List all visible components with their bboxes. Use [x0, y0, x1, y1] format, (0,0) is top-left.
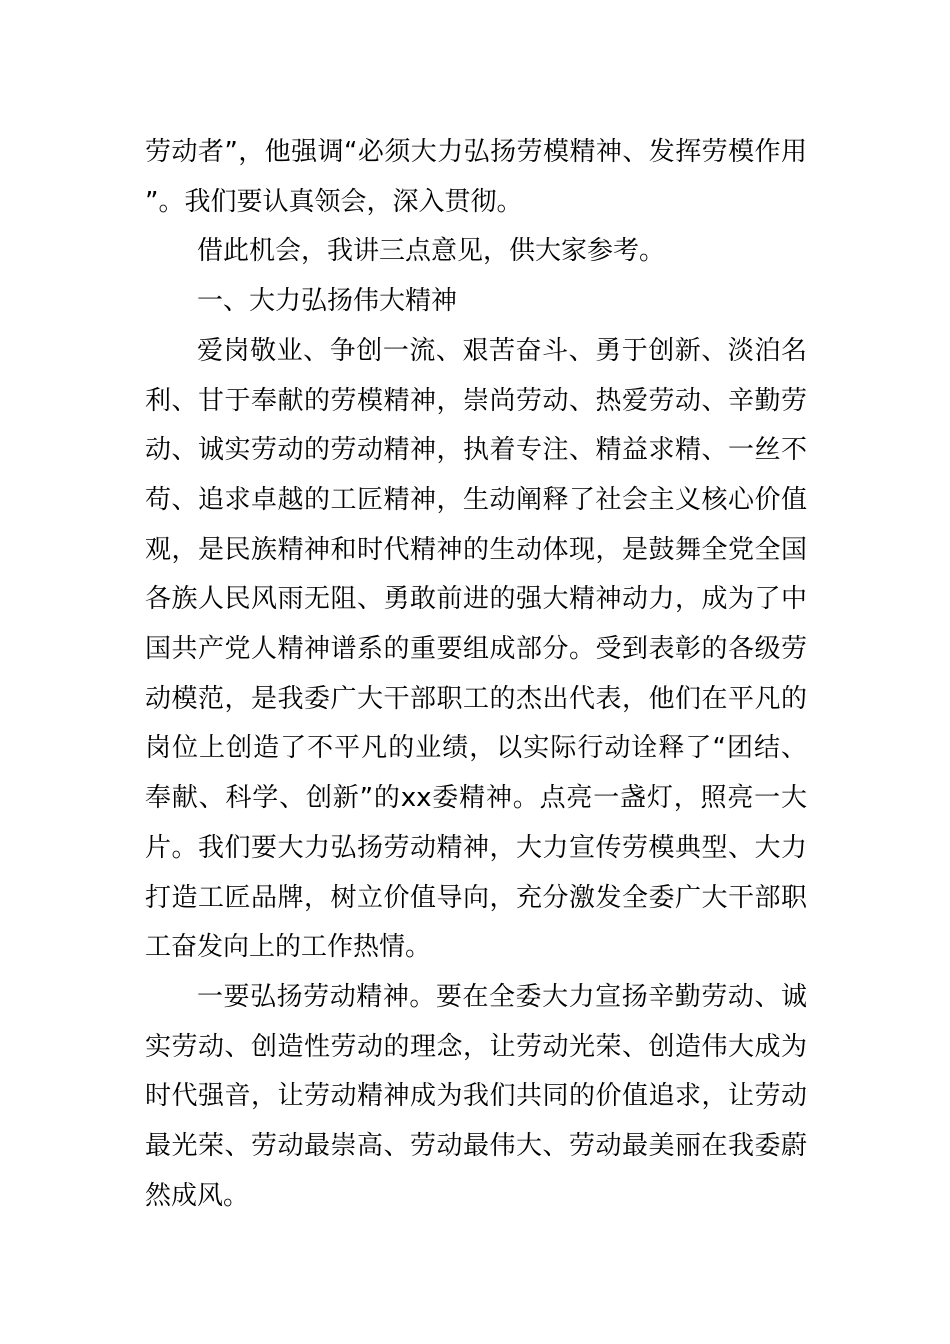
- paragraph-labor-spirit: 一要弘扬劳动精神。要在全委大力宣扬辛勤劳动、诚实劳动、创造性劳动的理念，让劳动光荣、创造伟大成为时代强音，让劳动精神成为我们共同的价值追求，让劳动最光荣、劳动最崇高、劳动最伟大、劳动最美丽在我委蔚然成风。: [145, 981, 807, 1211]
- paragraph-spirit: 爱岗敬业、争创一流、艰苦奋斗、勇于创新、淡泊名利、甘于奉献的劳模精神，崇尚劳动、热爱劳动、辛勤劳动、诚实劳动的劳动精神，执着专注、精益求精、一丝不苟、追求卓越的工匠精神，生动阐释了社会主义核心价值观，是民族精神和时代精神的生动体现，是鼓舞全党全国各族人民风雨无阻、勇敢前进的强大精神动力，成为了中国共产党人精神谱系的重要组成部分。受到表彰的各级劳动模范，是我委广大干部职工的杰出代表，他们在平凡的岗位上创造了不平凡的业绩，以实际行动诠释了“团结、奉献、科学、创新”的xx委精神。点亮一盏灯，照亮一大片。我们要大力弘扬劳动精神，大力宣传劳模典型、大力打造工匠品牌，树立价值导向，充分激发全委广大干部职工奋发向上的工作热情。: [145, 335, 807, 963]
- paragraph-continuation: 劳动者”，他强调“必须大力弘扬劳模精神、发挥劳模作用”。我们要认真领会，深入贯彻。: [145, 137, 807, 217]
- paragraph-intro: 借此机会，我讲三点意见，供大家参考。: [197, 236, 666, 267]
- document-body: [145, 128, 807, 1221]
- section-heading: 一、大力弘扬伟大精神: [197, 286, 458, 317]
